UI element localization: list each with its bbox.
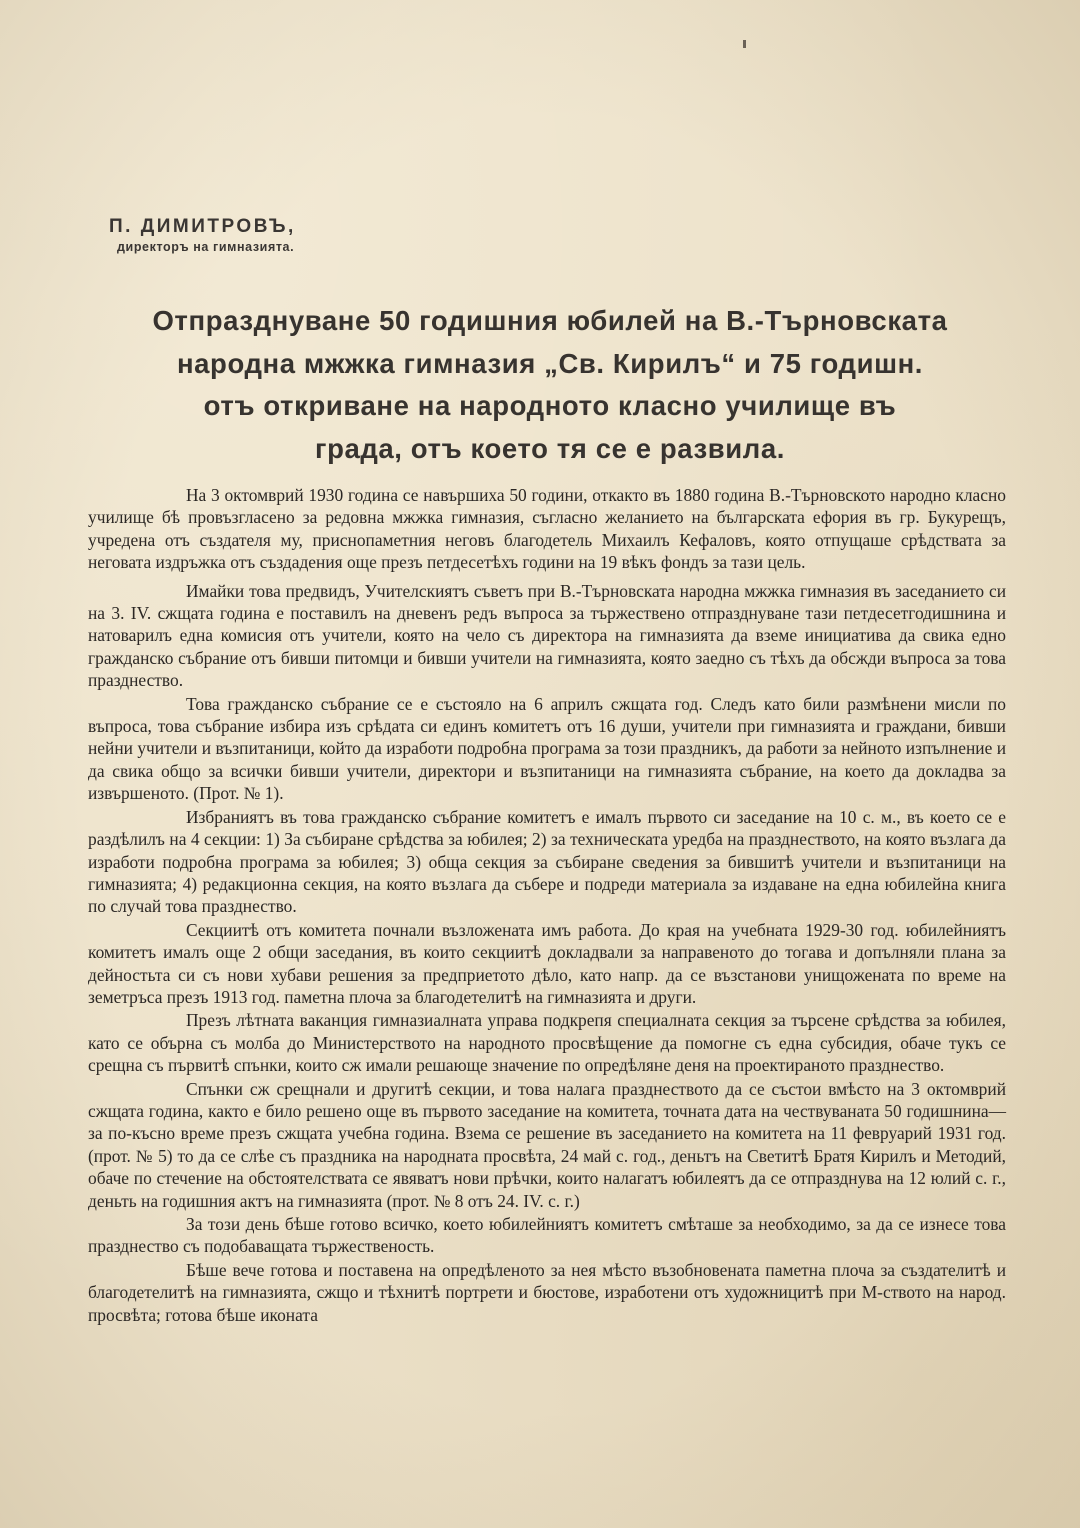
author-name: П. ДИМИТРОВЪ, <box>109 216 296 237</box>
paragraph: Имайки това предвидъ, Учителскиятъ съветъ при В.-Търновската народна мжжка гимназия въ заседанието си на 3. IV. сжщата година е поставилъ на дневенъ редъ въпроса за тържествено отпразднуване тази петдесетгодишнина и натоварилъ една комисия отъ учители, която на чело съ директора на гимназията да вземе инициатива да свика едно гражданско събрание отъ бивши питомци и бивши учители на гимназията, която заедно съ тѣхъ да обсжди въпроса за това празднество. <box>88 580 1006 691</box>
paragraph: Спънки сж срещнали и другитѣ секции, и това налага празднеството да се състои вмѣсто на 3 октомврий сжщата година, както е било решено още въ първото заседание на комитета, точната дата на чествуваната 50 годишнина—за по-късно време презъ сжщата учебна година. Взема се решение въ заседанието на комитета на 11 февруарий 1931 год. (прот. № 5) то да се слѣе съ праздника на народната просвѣта, 24 май с. год., деньтъ на Светитѣ Братя Кирилъ и Методий, обаче по стечение на обстоятелствата се явяватъ нови прѣчки, които налагатъ юбилеятъ да се отпразднува на 12 юлий с. г., деньть на годишния актъ на гимназията (прот. № 8 отъ 24. IV. с. г.) <box>88 1078 1006 1211</box>
author-block <box>103 216 296 254</box>
title-line: отъ откриване на народното класно училище въ <box>203 390 897 421</box>
paragraph: Презъ лѣтната ваканция гимназиалната управа подкрепя специалната секция за търсене срѣдства за юбилея, като се обърна съ молба до Министерството на народното просвѣщение да помогне съ една субсидия, обаче тукъ се срещна съ първитѣ спънки, които сж имали решающе значение по опредѣляне деня на проектираното празднество. <box>88 1010 1006 1076</box>
binding-mark <box>743 40 746 48</box>
title-line: Отпразднуване 50 годишния юбилей на В.-Търновската <box>152 305 948 336</box>
paragraph: На 3 октомврий 1930 година се навършиха 50 години, откакто въ 1880 година В.-Търновското народно класно училище бѣ провъзгласено за редовна мжжка гимназия, съгласно желанието на българската ефория въ гр. Букурещъ, учредена отъ създателя му, приснопаметния неговъ благодетель Михаилъ Кефаловъ, която отпущаше срѣдствата за неговата издръжка отъ създадения още презъ петдесетѣхъ години на 19 вѣкъ фондъ за тази цель. <box>88 485 1006 573</box>
paragraph: За този день бѣше готово всичко, което юбилейниятъ комитетъ смѣташе за необходимо, за да се изнесе това празднество съ подобаващата тържественость. <box>88 1214 1006 1257</box>
author-role: директоръ на гимназията. <box>117 240 295 254</box>
paragraph: Това гражданско събрание се е състояло на 6 априлъ сжщата год. Следъ като били размѣнени мисли по въпроса, това събрание избира изъ срѣдата си единъ комитетъ отъ 16 души, учители при гимназията и граждани, бивши нейни учители и възпитаници, който да изработи подробна програма за този праздникъ, да работи за нейното изпълнение и да свика общо за всички бивши учители, директори и възпитаници на гимназията събрание, на което да докладва за извършеното. (Прот. № 1). <box>88 693 1006 804</box>
article-title <box>60 300 1040 470</box>
title-line: народна мжжка гимназия „Св. Кирилъ“ и 75 годишн. <box>176 347 924 379</box>
article-body <box>88 484 1006 1327</box>
paragraph: Избраниятъ въ това гражданско събрание комитетъ е ималъ първото си заседание на 10 с. м., въ което се е раздѣлилъ на 4 секции: 1) За събиране срѣдства за юбилея; 2) за техническата уредба на празднеството, на която възлага да изработи подробна програма за юбилея; 3) обща секция за събиране сведения за бившитѣ учители и възпитаници на гимназията; 4) редакционна секция, на която възлага да събере и подреди материала за издаване на една юбилейна книга по случай това празднество. <box>88 806 1006 917</box>
paragraph: Бѣше вече готова и поставена на опредѣленото за нея мѣсто възобновената паметна плоча за създателитѣ и благодетелитѣ на гимназията, сжщо и тѣхнитѣ портрети и бюстове, изработени отъ художницитѣ при М-ството на народ. просвѣта; готова бѣше иконата <box>88 1259 1006 1325</box>
title-line: града, отъ което тя се е развила. <box>315 432 785 464</box>
paragraph: Секциитѣ отъ комитета почнали възложената имъ работа. До края на учебната 1929-30 год. юбилейниятъ комитетъ ималъ още 2 общи заседания, въ които секциитѣ докладвали за направеното до тогава и допълняли плана за дейностьта си съ нови хубави решения за предприетото дѣло, като напр. да се възстанови унищожената по време на земетръса презъ 1913 год. паметна плоча за благодетелитѣ на гимназията и други. <box>88 919 1006 1007</box>
